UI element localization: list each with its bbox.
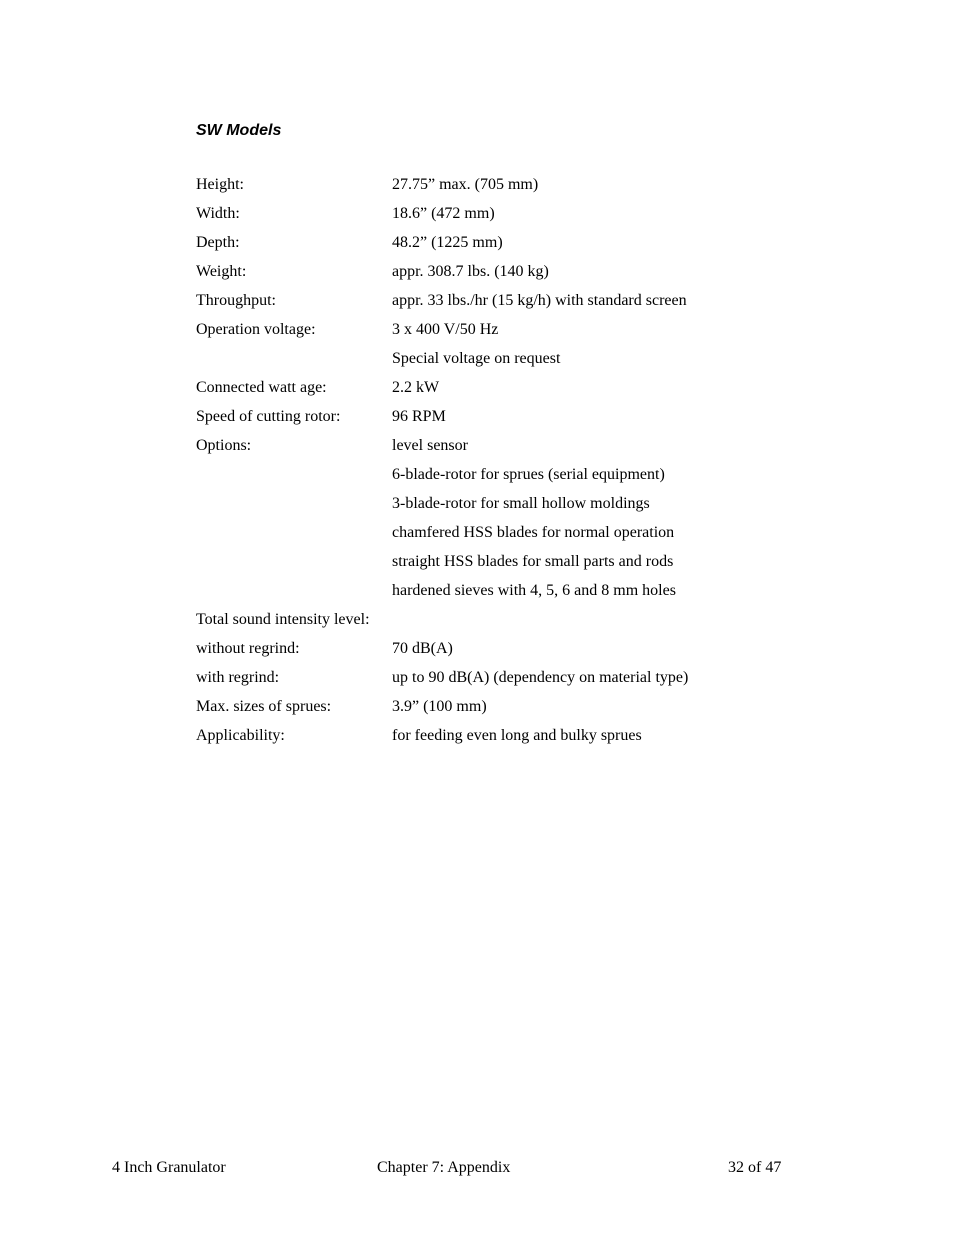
spec-row-width — [196, 199, 796, 228]
spec-label: Width: — [196, 205, 240, 222]
spec-value: appr. 33 lbs./hr (15 kg/h) with standard screen — [392, 292, 687, 309]
spec-label: without regrind: — [196, 640, 300, 657]
spec-value: 27.75” max. (705 mm) — [392, 176, 539, 193]
spec-label: Max. sizes of sprues: — [196, 698, 332, 715]
spec-label: Depth: — [196, 234, 240, 251]
spec-value: chamfered HSS blades for normal operation — [392, 524, 675, 541]
spec-row-option — [196, 576, 796, 605]
spec-row-options — [196, 431, 796, 460]
spec-row-option — [196, 489, 796, 518]
spec-row-option — [196, 547, 796, 576]
spec-value: up to 90 dB(A) (dependency on material type) — [392, 669, 689, 686]
spec-value: 3-blade-rotor for small hollow moldings — [392, 495, 650, 512]
spec-value: 2.2 kW — [392, 379, 440, 396]
spec-label: Weight: — [196, 263, 247, 280]
spec-value: 96 RPM — [392, 408, 446, 425]
spec-value: 70 dB(A) — [392, 640, 453, 657]
spec-label: Applicability: — [196, 727, 285, 744]
spec-list — [196, 170, 796, 750]
spec-label: Throughput: — [196, 292, 276, 309]
spec-row-weight — [196, 257, 796, 286]
spec-value: 6-blade-rotor for sprues (serial equipment) — [392, 466, 665, 483]
spec-value: straight HSS blades for small parts and rods — [392, 553, 674, 570]
spec-value: 3.9” (100 mm) — [392, 698, 487, 715]
footer-chapter: Chapter 7: Appendix — [377, 1159, 511, 1176]
spec-row-special-voltage — [196, 344, 796, 373]
spec-row-option — [196, 460, 796, 489]
section-heading: SW Models — [196, 122, 282, 139]
spec-value: 3 x 400 V/50 Hz — [392, 321, 499, 338]
spec-label: Height: — [196, 176, 244, 193]
spec-value: hardened sieves with 4, 5, 6 and 8 mm holes — [392, 582, 676, 599]
spec-value: 48.2” (1225 mm) — [392, 234, 503, 251]
spec-row-without-regrind — [196, 634, 796, 663]
spec-row-sound-intensity — [196, 605, 796, 634]
spec-row-connected-wattage — [196, 373, 796, 402]
spec-row-with-regrind — [196, 663, 796, 692]
spec-row-depth — [196, 228, 796, 257]
spec-value: for feeding even long and bulky sprues — [392, 727, 642, 744]
footer-page-number: 32 of 47 — [728, 1159, 782, 1176]
footer-document-title: 4 Inch Granulator — [112, 1159, 226, 1176]
spec-label: with regrind: — [196, 669, 280, 686]
spec-label: Connected watt age: — [196, 379, 327, 396]
spec-label: Options: — [196, 437, 252, 454]
spec-value: Special voltage on request — [392, 350, 561, 367]
spec-row-throughput — [196, 286, 796, 315]
spec-row-height — [196, 170, 796, 199]
spec-row-option — [196, 518, 796, 547]
spec-row-operation-voltage — [196, 315, 796, 344]
spec-row-max-sprue-size — [196, 692, 796, 721]
spec-row-applicability — [196, 721, 796, 750]
spec-value: appr. 308.7 lbs. (140 kg) — [392, 263, 549, 280]
spec-row-rotor-speed — [196, 402, 796, 431]
spec-value: level sensor — [392, 437, 468, 454]
spec-label: Total sound intensity level: — [196, 611, 370, 628]
spec-label: Operation voltage: — [196, 321, 316, 338]
spec-label: Speed of cutting rotor: — [196, 408, 341, 425]
spec-value: 18.6” (472 mm) — [392, 205, 495, 222]
